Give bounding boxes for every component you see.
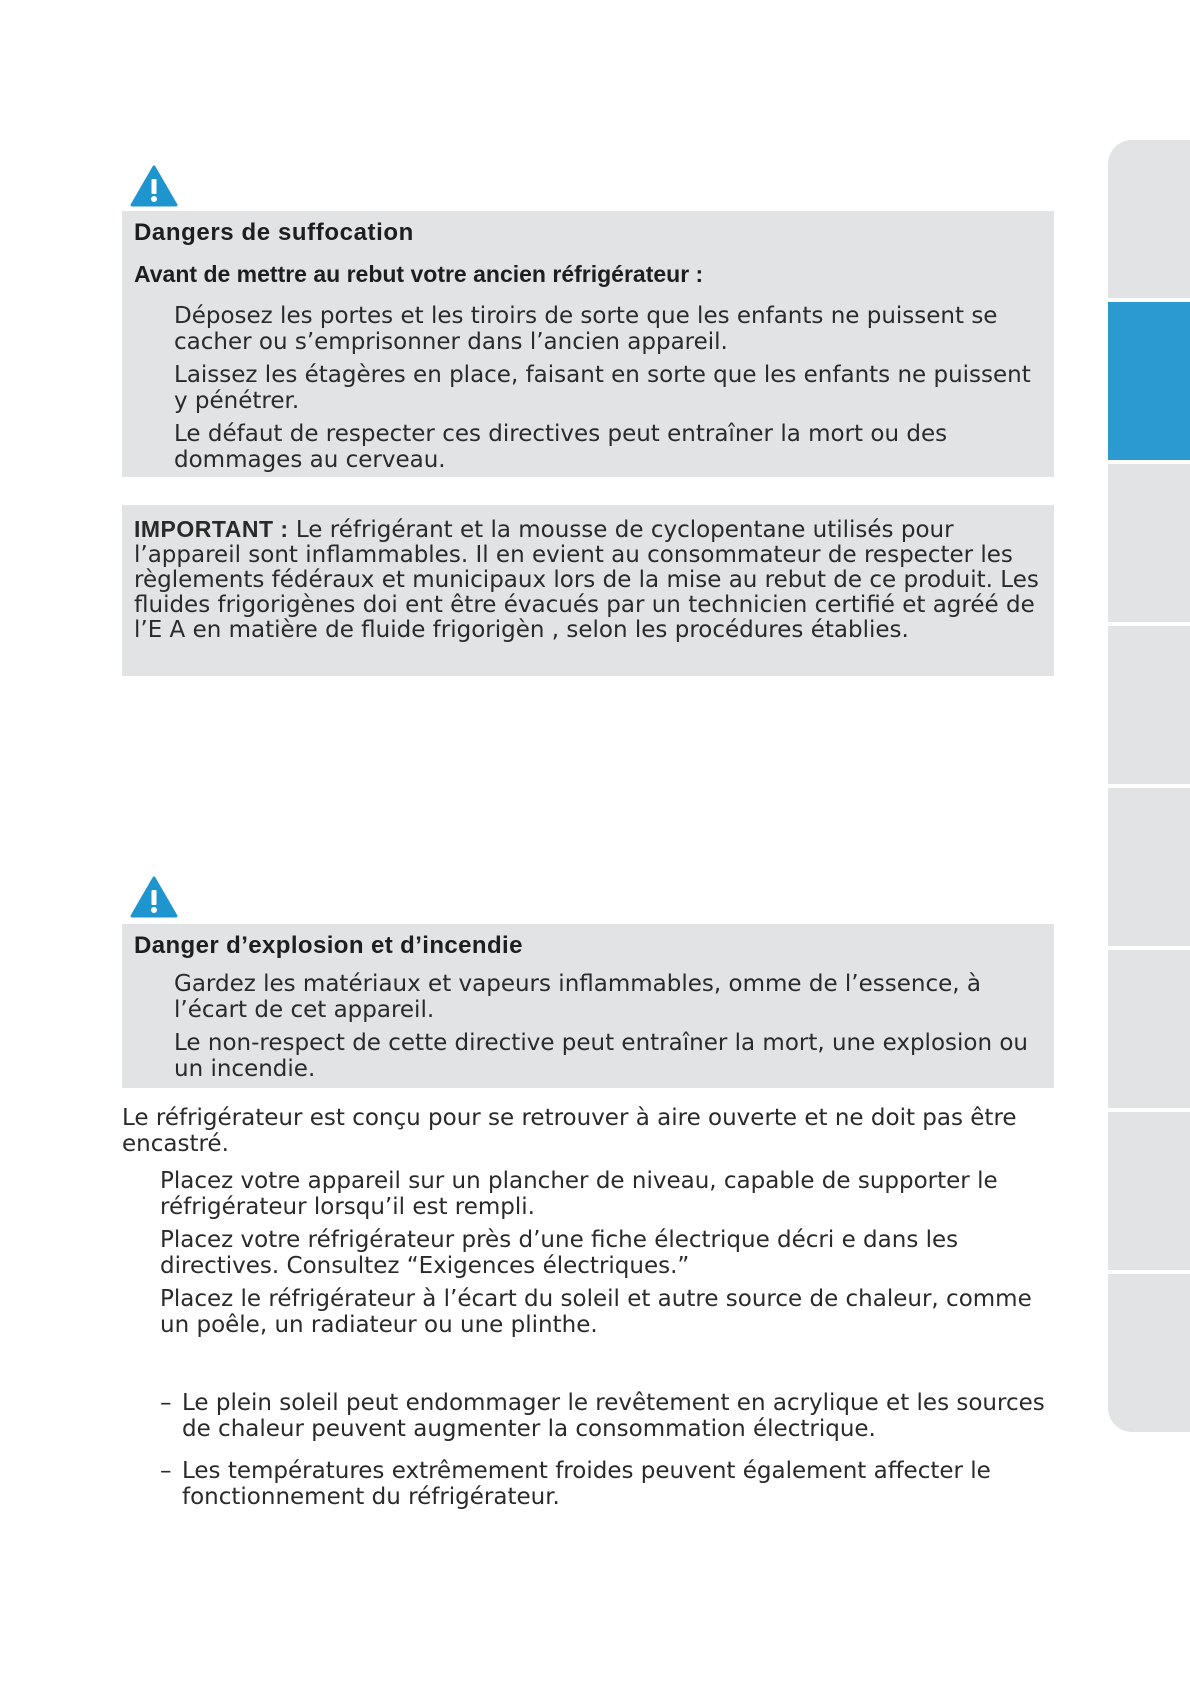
suffocation-warning-box: [122, 211, 1054, 477]
warning-triangle-icon: [130, 164, 178, 208]
side-tab-5[interactable]: [1108, 788, 1190, 946]
important-paragraph: [134, 517, 1050, 643]
explosion-warning-box: [122, 924, 1054, 1088]
installation-item-2: Placez votre réfrigérateur près d’une fiche électrique décri e dans les directives. Consultez “Exigences électriques.”: [160, 1227, 959, 1279]
installation-item-3: Placez le réfrigérateur à l’écart du soleil et autre source de chaleur, comme un poêle, un radiateur ou une plinthe.: [160, 1286, 1032, 1338]
side-tab-6[interactable]: [1108, 950, 1190, 1108]
warning-triangle-icon: [130, 875, 178, 919]
dash-item-1-text: Le plein soleil peut endommager le revêtement en acrylique et les sources de chaleur peuvent augmenter la consommation électrique.: [182, 1390, 1045, 1442]
side-tab-4[interactable]: [1108, 626, 1190, 784]
side-tab-1[interactable]: [1108, 140, 1190, 298]
explosion-title: Danger d’explosion et d’incendie: [134, 932, 523, 959]
suffocation-item-3: Le défaut de respecter ces directives peut entraîner la mort ou des dommages au cerveau.: [174, 421, 948, 473]
explosion-item-1: Gardez les matériaux et vapeurs inflammables, omme de l’essence, à l’écart de cet appareil.: [174, 971, 981, 1023]
important-text: Le réfrigérant et la mousse de cyclopentane utilisés pour l’appareil sont inflammables. Il en evient au consommateur de respecter les règlements fédéraux et municipaux lors de la mise au rebut de ce produit. Les fluides frigorigènes doi ent être évacués par un technicien certifié et agréé de l’E A en matière de fluide frigorigèn , selon les procédures établies.: [134, 517, 1039, 643]
important-label: IMPORTANT :: [134, 516, 289, 542]
suffocation-item-2: Laissez les étagères en place, faisant en sorte que les enfants ne puissent y pénétrer.: [174, 362, 1031, 414]
dash-item-2-text: Les températures extrêmement froides peuvent également affecter le fonctionnement du réfrigérateur.: [182, 1458, 991, 1510]
important-notice-box: [122, 505, 1054, 676]
suffocation-subtitle: Avant de mettre au rebut votre ancien réfrigérateur :: [134, 261, 704, 287]
installation-item-1: Placez votre appareil sur un plancher de niveau, capable de supporter le réfrigérateur lorsqu’il est rempli.: [160, 1168, 998, 1220]
side-tab-7[interactable]: [1108, 1112, 1190, 1270]
installation-intro: Le réfrigérateur est conçu pour se retrouver à aire ouverte et ne doit pas être encastré.: [122, 1105, 1017, 1157]
dash-marker: –: [160, 1390, 172, 1416]
side-tab-8[interactable]: [1108, 1274, 1190, 1432]
explosion-item-2: Le non-respect de cette directive peut entraîner la mort, une explosion ou un incendie.: [174, 1030, 1028, 1082]
suffocation-title: Dangers de suffocation: [134, 219, 414, 246]
side-tab-3[interactable]: [1108, 464, 1190, 622]
side-tab-2-active[interactable]: [1108, 302, 1190, 460]
suffocation-item-1: Déposez les portes et les tiroirs de sorte que les enfants ne puissent se cacher ou s’emprisonner dans l’ancien appareil.: [174, 303, 998, 355]
dash-marker: –: [160, 1458, 172, 1484]
